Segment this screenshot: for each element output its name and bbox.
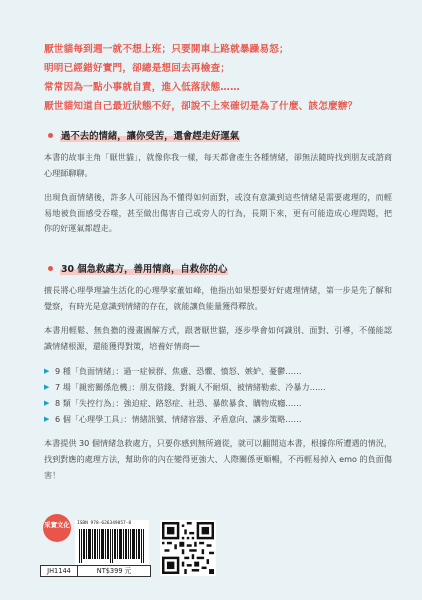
- section-heading-row: [44, 126, 392, 144]
- list-item-text: 9 種「負面情緒」：過一症候群、焦慮、恐懼、憤怒、嫉妒、憂鬱……: [55, 366, 302, 377]
- barcode-bars-icon: [79, 529, 145, 563]
- list-item: [44, 363, 392, 379]
- section-paragraph: 本書用輕鬆、無負擔的漫畫圖解方式，跟著厭世貓，逐步學會如何識別、面對、引導，不僅能認識情緒根源，還能獲得對策，培養好情商──: [44, 325, 392, 351]
- list-item-text: 8 類「失控行為」：強迫症、路怒症、社恐、暴飲暴食、購物成癮……: [55, 398, 302, 409]
- section-emotions: [44, 126, 392, 246]
- list-item: [44, 379, 392, 395]
- dot-icon: [48, 133, 53, 138]
- section-paragraph: 出現負面情緒後，許多人可能因為不懂得如何面對，或沒有意識到這些情緒是需要處理的，而輕易地被負面感受吞噬，甚至做出傷害自己或旁人的行為，長期下來，更有可能造成心理問題，把你的好運氣都趕走。: [44, 192, 392, 234]
- price-text: NT$399 元: [78, 566, 150, 576]
- triangle-right-icon: ▶: [44, 399, 50, 408]
- triangle-right-icon: ▶: [44, 383, 50, 392]
- triangle-right-icon: ▶: [44, 367, 50, 376]
- publisher-logo: [40, 514, 74, 548]
- section-heading-row: [44, 259, 392, 277]
- list-item-text: 7 場「親密關係危機」：朋友借錢、對親人不耐煩、被情緒勒索、冷暴力……: [55, 382, 326, 393]
- remedy-list: [44, 363, 392, 427]
- product-code: JH1144: [41, 566, 78, 576]
- intro-band: [0, 0, 422, 118]
- section-paragraph: 擅長將心理學理論生活化的心理學家董如峰，他指出如果想要好好處理情緒，第一步是先了解和覺察，有時光是意識到情緒的存在，就能讓負能量獲得釋放。: [44, 285, 392, 311]
- list-item-text: 6 個「心理學工具」：情緒訊號、情緒容器、矛盾意向、讓步策略……: [55, 414, 302, 425]
- intro-lines: [44, 40, 357, 116]
- intro-line: 常常因為一點小事就自責，進入低落狀態……: [44, 82, 240, 93]
- list-item: [44, 395, 392, 411]
- section-remedies: [44, 259, 392, 492]
- closing-paragraph: 本書提供 30 個情緒急救處方，只要你感到無所適從，就可以翻開這本書，根據你所遭遇的情況，找到對應的處理方法，幫助你的內在變得更強大、人際關係更順暢，不再輕易掉入 emo 的負面傷害！: [44, 438, 392, 480]
- intro-line: 厭世貓知道自己最近狀態不好，卻說不上來確切是為了什麼、該怎麼辦？: [44, 101, 358, 112]
- section-heading: 過不去的情緒，讓你受苦，還會趕走好運氣: [60, 128, 240, 142]
- qr-code-icon: [160, 520, 216, 576]
- dot-icon: [48, 266, 53, 271]
- section-paragraph: 本書的故事主角「厭世貓」，就像你我一樣，每天都會產生各種情緒，卻無法隨時找到朋友或諮商心理師聊聊。: [44, 152, 392, 178]
- intro-line: 厭世貓每到週一就不想上班；只要開車上路就暴躁易怒；: [44, 44, 289, 55]
- qr-pattern: [162, 522, 214, 574]
- barcode: [75, 520, 149, 566]
- publisher-logo-text: 采實文化: [44, 521, 70, 529]
- list-item: [44, 411, 392, 427]
- triangle-right-icon: ▶: [44, 415, 50, 424]
- intro-line: 明明已經錯好實門，卻總是想回去再檢查；: [44, 63, 231, 74]
- section-heading: 30 個急救處方，善用情商，自救你的心: [60, 261, 228, 275]
- isbn-text: ISBN 978-626349057-0: [77, 521, 132, 526]
- price-box: [40, 565, 151, 577]
